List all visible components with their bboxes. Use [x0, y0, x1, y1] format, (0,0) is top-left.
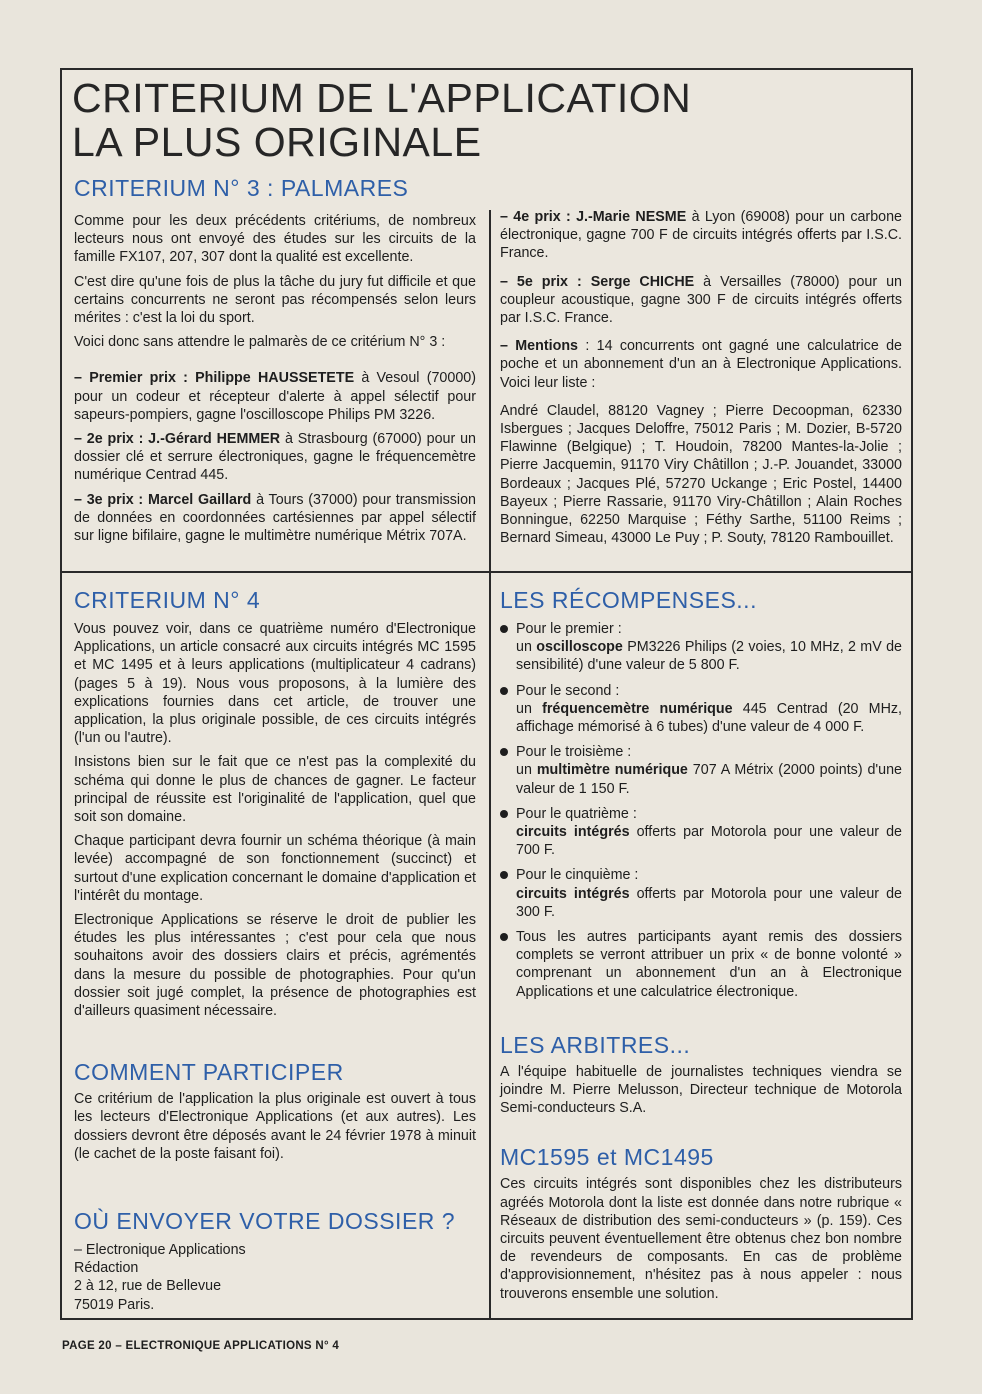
article-frame: [60, 68, 913, 1320]
reward-product: multimètre numérique: [536, 762, 688, 779]
address-line-4: 75019 Paris.: [74, 1296, 155, 1313]
arbitres-heading: LES ARBITRES...: [500, 1031, 691, 1058]
prize-4-text: à Lyon (69008) pour un carbone électronique, gagne 700 F de circuits intégrés offerts par I.S.C. France.: [500, 209, 903, 262]
reward-text: Tous les autres participants ayant remis des dossiers complets se verront attribuer un prix « de bonne volonté » comprenant un abonnement d'un an à Electronique Applications et une calculatrice électronique.: [516, 929, 902, 1000]
address-line-1: – Electronique Applications: [74, 1242, 246, 1259]
prize-5-text: à Versailles (78000) pour un coupleur acoustique, gagne 300 F de circuits intégrés offerts par I.S.C. France.: [500, 273, 902, 327]
prize-3-lead: – 3e prix : Marcel Gaillard: [74, 491, 252, 508]
prize-5: [500, 273, 902, 328]
reward-label: Pour le cinquième :: [516, 867, 639, 884]
title-line-1: CRITERIUM DE L'APPLICATION: [72, 75, 692, 121]
prize-1-text: à Vesoul (70000) pour un codeur et récepteur d'alerte à appel sélectif pour sapeurs-pompiers, gagne l'oscilloscope Philips PM 3226.: [74, 370, 476, 423]
reward-item-3: [500, 743, 902, 798]
recompenses-heading: LES RÉCOMPENSES...: [500, 587, 757, 613]
reward-detail: offerts par Motorola pour une valeur de 300 F.: [516, 885, 902, 920]
palmares-intro-1: Comme pour les deux précédents critériums, de nombreux lecteurs nous ont envoyé des études sur les circuits de la famille FX107, 207, 307 dont la qualité est excellente.: [74, 213, 476, 266]
palmares-intro-3: Voici donc sans attendre le palmarès de ce critérium N° 3 :: [74, 334, 446, 351]
arbitres-text: A l'équipe habituelle de journalistes techniques viendra se joindre M. Pierre Melusson, Directeur technique de Motorola Semi-conducteurs S.A.: [500, 1063, 902, 1117]
prize-3-text: à Tours (37000) pour transmission de données en coordonnées cartésiennes par appel sélectif sur ligne bifilaire, gagne le multimètre numérique Métrix 707A.: [74, 491, 477, 545]
prize-2-text: à Strasbourg (67000) pour un dossier clé et serrure électroniques, gagne le fréquencemètre numérique Centrad 445.: [74, 431, 476, 484]
criterium4-heading: CRITERIUM N° 4: [74, 587, 261, 613]
reward-detail: 445 Centrad (20 MHz, affichage mémorisé à 6 tubes) d'une valeur de 4 000 F.: [516, 700, 903, 736]
prize-3: [74, 491, 476, 546]
title-line-2: LA PLUS ORIGINALE: [72, 119, 482, 165]
envoyer-heading: OÙ ENVOYER VOTRE DOSSIER ?: [74, 1208, 456, 1235]
reward-detail: 707 A Métrix (2000 points) d'une valeur de 1 150 F.: [516, 762, 903, 797]
reward-product: circuits intégrés: [516, 824, 630, 841]
participer-heading: COMMENT PARTICIPER: [74, 1059, 344, 1086]
criterium4-section: [74, 586, 476, 1314]
prize-5-lead: – 5e prix : Serge CHICHE: [500, 273, 695, 290]
mentions-list: André Claudel, 88120 Vagney ; Pierre Decoopman, 62330 Isbergues ; Jacques Deloffre, 75012 Paris ; M. Dozier, B-5720 Flawinne (Belgique) ; T. Houdoin, 78200 Mantes-la-Jolie ; Pierre Jacquemin, 91170 Viry Châtillon ; J.-P. Jouandet, 33000 Bordeaux ; Jacques Plé, 57270 Uckange ; Eric Postel, 14400 Bayeux ; Pierre Rassarie, 91170 Viry-Châtillon ; Alain Roches Bonningue, 62250 Marquise ; Féthy Sarthe, 51100 Reims ; Bernard Simeau, 43000 Le Puy ; P. Souty, 78120 Rambouillet.: [500, 402, 902, 547]
page-footer: PAGE 20 – ELECTRONIQUE APPLICATIONS N° 4: [62, 1340, 340, 1352]
prize-1-lead: – Premier prix : Philippe HAUSSETETE: [74, 370, 355, 387]
reward-text: un: [516, 639, 537, 656]
page-title: [72, 76, 691, 164]
palmares-heading: CRITERIUM N° 3 : PALMARES: [74, 175, 409, 201]
reward-label: Pour le troisième :: [516, 744, 632, 761]
column-divider: [489, 210, 491, 1320]
mc-heading: MC1595 et MC1495: [500, 1144, 714, 1171]
prize-4-lead: – 4e prix : J.-Marie NESME: [500, 209, 687, 225]
prize-2-lead: – 2e prix : J.-Gérard HEMMER: [74, 431, 281, 448]
reward-item-1: [500, 620, 902, 675]
reward-item-2: [500, 682, 902, 737]
reward-text: un: [516, 700, 543, 717]
address-line-3: 2 à 12, rue de Bellevue: [74, 1278, 222, 1295]
reward-product: circuits intégrés: [516, 885, 630, 902]
reward-label: Pour le quatrième :: [516, 805, 637, 822]
mentions-lead: – Mentions: [500, 338, 579, 355]
reward-text: un: [516, 762, 537, 779]
recompenses-section: [500, 586, 902, 1309]
prize-2: [74, 430, 476, 485]
prize-1: [74, 369, 476, 424]
reward-detail: offerts par Motorola pour une valeur de 700 F.: [516, 824, 902, 859]
reward-detail: PM3226 Philips (2 voies, 10 MHz, 2 mV de sensibilité) d'une valeur de 5 800 F.: [516, 639, 903, 674]
mentions-text: : 14 concurrents ont gagné une calculatrice de poche et un abonnement d'un an à Electronique Applications. Voici leur liste :: [500, 338, 902, 391]
reward-label: Pour le second :: [516, 682, 620, 699]
reward-item-4: [500, 805, 902, 860]
criterium4-paragraph-3: Chaque participant devra fournir un schéma théorique (à main levée) accompagné de son fonctionnement (succinct) et surtout d'une explication concernant le domaine d'application et l'intérêt du montage.: [74, 833, 476, 904]
participer-text: Ce critérium de l'application la plus originale est ouvert à tous les lecteurs d'Electronique Applications (et aux autres). Les dossiers devront être déposés avant le 24 février 1978 à minuit (le cachet de la poste faisant foi).: [74, 1091, 476, 1162]
reward-item-5: [500, 866, 902, 921]
palmares-section: [74, 174, 476, 551]
mc-text: Ces circuits intégrés sont disponibles chez les distributeurs agréés Motorola dont la liste est donnée dans notre rubrique « Réseaux de distribution des semi-conducteurs » (p. 159). Ces circuits peuvent éventuellement être obtenus chez bon nombre de revendeurs de composants. En cas de problème d'approvisionnement, n'hésitez pas à nous appeler : nous trouverons ensemble une solution.: [500, 1176, 902, 1302]
criterium4-paragraph-1: Vous pouvez voir, dans ce quatrième numéro d'Electronique Applications, un article consacré aux circuits intégrés MC 1595 et MC 1495 et à leurs applications (multiplicateur 4 cadrans) (pages 5 à 19). Nous vous proposons, à la lumière des explications fournies dans cet article, de trouver une application, la plus originale possible, de ces circuits intégrés (l'un ou l'autre).: [74, 621, 476, 747]
palmares-intro-2: C'est dire qu'une fois de plus la tâche du jury fut difficile et que certains concurrents ne seront pas récompensés selon leurs mérites : c'est la loi du sport.: [74, 273, 476, 327]
address-line-2: Rédaction: [74, 1260, 139, 1277]
reward-label: Pour le premier :: [516, 621, 622, 637]
rewards-list: [500, 620, 902, 1001]
reward-product: fréquencemètre numérique: [542, 700, 733, 717]
address-block: [74, 1241, 476, 1314]
reward-product: oscilloscope: [536, 639, 623, 656]
mentions: [500, 337, 902, 392]
section-divider: [62, 571, 913, 573]
palmares-continued: [500, 208, 902, 553]
reward-item-6: [500, 928, 902, 1001]
criterium4-paragraph-4: Electronique Applications se réserve le droit de publier les études les plus intéressantes ; c'est pour cela que nous souhaitons avoir des dossiers clairs et précis, agrémentés dans la mesure du possible de photographies. Pour qu'un dossier soit jugé complet, la présence de photographies est d'ailleurs quasiment nécessaire.: [74, 912, 476, 1020]
criterium4-paragraph-2: Insistons bien sur le fait que ce n'est pas la complexité du schéma qui donne le plus de chances de gagner. Le facteur principal de réussite est l'originalité de l'application, quel que soit son domaine.: [74, 754, 476, 826]
prize-4: [500, 208, 902, 263]
